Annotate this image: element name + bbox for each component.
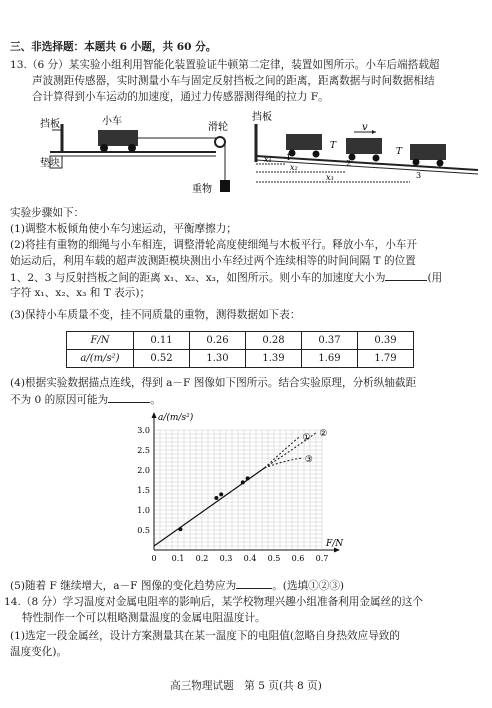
curve-label: ① — [302, 433, 311, 443]
data-point — [241, 480, 245, 484]
step3: (3)保持小车质量不变，挂不同质量的重物，测得数据如下表： — [10, 309, 301, 321]
table-cell: 1.39 — [246, 350, 302, 368]
y-axis-label: a/(m/s²) — [158, 413, 194, 423]
tension-label: T — [330, 141, 337, 151]
table-row — [67, 350, 414, 368]
page-footer: 高三物理试题 第 5 页(共 8 页) — [170, 680, 322, 692]
step4-line — [10, 392, 161, 407]
table-cell: 0.39 — [358, 332, 414, 350]
step4-text: 不为 0 的原因可能为 — [10, 394, 109, 406]
step2-text: 1、2、3 与反射挡板之间的距离 x₁、x₂、x₃，如图所示。则小车的加速度大小为 — [10, 272, 386, 284]
chart-axes — [152, 412, 341, 553]
curve-label: ③ — [304, 455, 313, 465]
cart-pos2 — [346, 138, 382, 154]
pulley-label: 滑轮 — [208, 122, 228, 133]
x-tick-label: 0.3 — [219, 554, 233, 563]
x2-label: x₂ — [290, 163, 298, 172]
q13-intro-line: 合计算得到小车运动的加速度，通过力传感器测得绳的拉力 F。 — [32, 91, 329, 103]
y-axis-arrow — [152, 412, 157, 418]
answer-blank[interactable] — [385, 270, 427, 281]
table-cell: 0.52 — [134, 350, 190, 368]
q13-intro-line: 13.（6 分）某实验小组利用智能化装置验证牛顿第二定律，装置如图所示。小车后端搭载超 — [10, 59, 440, 71]
step2-line: 字符 x₁、x₂、x₃ 和 T 表示)； — [10, 287, 151, 299]
step2-tail: (用 — [427, 272, 443, 284]
trend-curve — [264, 458, 302, 468]
table-cell: 1.69 — [302, 350, 358, 368]
block-label: 垫块 — [40, 158, 60, 169]
y-tick-label: 2.5 — [137, 446, 150, 455]
x-tick-label: 0 — [151, 554, 157, 563]
cart-pos1 — [286, 134, 322, 150]
data-point — [219, 492, 223, 496]
table-cell: 0.28 — [246, 332, 302, 350]
trend-curve — [264, 436, 300, 468]
x1-label: x₁ — [264, 155, 272, 164]
table-cell: 0.37 — [302, 332, 358, 350]
y-tick-label: 0.5 — [137, 526, 150, 535]
tension-label: T — [396, 147, 403, 157]
q14-line: 14.（8 分）学习温度对金属电阻率的影响后，某学校物理兴趣小组准备利用金属丝的这个 — [4, 596, 423, 608]
apparatus-figure — [40, 108, 240, 200]
step2-line — [10, 270, 442, 285]
table-header: a/(m/s²) — [67, 350, 134, 368]
x-axis-label: F/N — [326, 539, 344, 549]
cart-pos3 — [410, 144, 446, 160]
cart-label: 小车 — [102, 116, 122, 127]
chart-grid — [154, 430, 322, 550]
y-tick-label: 2.0 — [137, 466, 150, 475]
data-point — [246, 476, 250, 480]
table-row — [67, 332, 414, 350]
q14-line: 温度变化)。 — [10, 646, 68, 658]
weight — [220, 180, 230, 192]
table-header: F/N — [67, 332, 134, 350]
step4-end: 。 — [150, 394, 161, 406]
step5-end: 。(选填①②③) — [272, 580, 345, 592]
x-tick-label: 0.5 — [267, 554, 281, 563]
data-table — [66, 331, 414, 368]
answer-blank[interactable] — [108, 392, 150, 403]
x-tick-label: 0.2 — [195, 554, 209, 563]
pulley — [215, 137, 225, 147]
y-tick-label: 1.0 — [137, 506, 150, 515]
table-cell: 0.11 — [134, 332, 190, 350]
x-tick-label: 0.4 — [243, 554, 257, 563]
baffle-label: 挡板 — [40, 119, 60, 130]
step2-line: 始运动后，利用车载的超声波测距模块测出小车经过两个连续相等的时间间隔 T 的位置 — [10, 255, 416, 267]
pos2-label: 2 — [346, 159, 352, 168]
table-cell: 0.26 — [190, 332, 246, 350]
step5-text: (5)随着 F 继续增大，a－F 图像的变化趋势应为 — [10, 580, 237, 592]
section-title: 三、非选择题：本题共 6 小题，共 60 分。 — [10, 41, 217, 53]
x3-label: x₃ — [326, 173, 334, 182]
velocity-label: v — [362, 122, 368, 133]
x-tick-label: 0.7 — [315, 554, 329, 563]
curve-label: ② — [319, 429, 328, 439]
q13-intro-line: 声波测距传感器，实时测量小车与固定反射挡板之间的距离，距离数据与时间数据相结 — [32, 75, 435, 87]
y-tick-label: 3.0 — [137, 426, 150, 435]
x-tick-label: 0.6 — [291, 554, 305, 563]
baffle-label: 挡板 — [252, 112, 272, 123]
y-tick-label: 1.5 — [137, 486, 150, 495]
q14-line: 特性制作一个可以粗略测量温度的金属电阻温度计。 — [22, 612, 266, 624]
table-cell: 1.79 — [358, 350, 414, 368]
cart — [98, 130, 138, 146]
x-tick-label: 0.1 — [171, 554, 185, 563]
data-point — [178, 527, 182, 531]
a-f-chart — [128, 412, 358, 564]
step5-line — [10, 578, 344, 593]
pos1-label: 1 — [286, 153, 292, 162]
table-cell: 1.30 — [190, 350, 246, 368]
answer-blank[interactable] — [236, 578, 272, 589]
q14-line: (1)选定一段金属丝，设计方案测量其在某一温度下的电阻值(忽略自身热效应导致的 — [10, 630, 400, 642]
data-point — [214, 496, 218, 500]
step2-line: (2)将挂有重物的细绳与小车相连，调整滑轮高度使细绳与木板平行。释放小车，小车开 — [10, 239, 417, 251]
weight-label: 重物 — [192, 184, 212, 195]
step4-line: (4)根据实验数据描点连线，得到 a－F 图像如下图所示。结合实验原理，分析纵轴截距 — [10, 377, 417, 389]
positions-figure — [250, 108, 482, 190]
pos3-label: 3 — [416, 171, 422, 180]
step1: (1)调整木板倾角使小车匀速运动，平衡摩擦力； — [10, 223, 237, 235]
steps-title: 实验步骤如下： — [10, 207, 85, 219]
